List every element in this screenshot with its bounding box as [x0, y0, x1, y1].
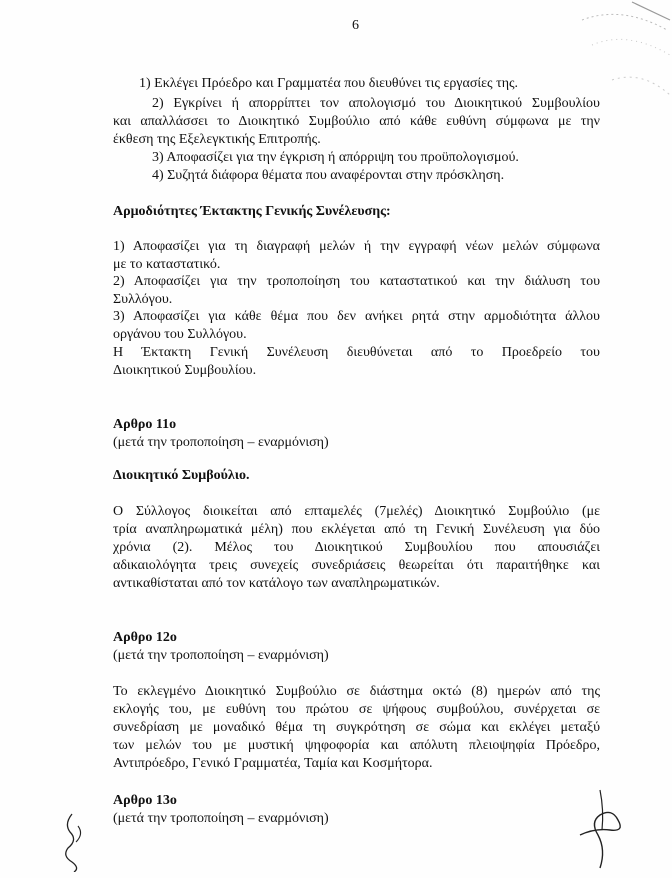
article-12-line-1: Το εκλεγμένο Διοικητικό Συμβούλιο σε διάστημα οκτώ (8) ημερών από της [113, 684, 600, 699]
item-3: 3) Αποφασίζει για την έγκριση ή απόρριψη του προϋπολογισμού. [152, 150, 519, 165]
extra-note-line-2: Διοικητικού Συμβουλίου. [113, 363, 257, 378]
extra-item-2-line-1: 2) Αποφασίζει για την τροποποίηση του καταστατικού και την διάλυση του [113, 274, 600, 289]
item-1: 1) Εκλέγει Πρόεδρο και Γραμματέα που διευθύνει τις εργασίες της. [139, 76, 519, 91]
item-2-line-2: και απαλλάσσει το Διοικητικό Συμβούλιο από κάθε ευθύνη σύμφωνα με την [113, 114, 600, 129]
article-12-line-3: συνεδρίαση με μοναδικό θέμα τη συγκρότηση σε σώμα και εκλέγει μεταξύ [113, 720, 600, 735]
item-2-line-3: έκθεση της Εξελεγκτικής Επιτροπής. [113, 132, 321, 147]
extra-item-3-line-1: 3) Αποφασίζει για κάθε θέμα που δεν ανήκει ρητά στην αρμοδιότητα άλλου [113, 309, 600, 324]
article-11-line-3: χρόνια (2). Μέλος του Διοικητικού Συμβουλίου που απουσιάζει [113, 540, 600, 555]
signature-right [570, 780, 640, 870]
extra-item-3-line-2: οργάνου του Συλλόγου. [113, 327, 247, 342]
article-13-title: Αρθρο 13ο [113, 793, 177, 808]
article-12-line-2: εκλογής του, με ευθύνη του πρώτου σε ψήφους συμβούλου, συνέρχεται σε [113, 702, 600, 717]
article-11-title: Αρθρο 11ο [113, 417, 177, 432]
extra-item-2-line-2: Συλλόγου. [113, 292, 173, 307]
article-12-title: Αρθρο 12ο [113, 630, 177, 645]
article-13-subtitle: (μετά την τροποποίηση – εναρμόνιση) [113, 811, 329, 826]
article-11-subtitle: (μετά την τροποποίηση – εναρμόνιση) [113, 435, 329, 450]
item-4: 4) Συζητά διάφορα θέματα που αναφέρονται στην πρόσκληση. [152, 168, 505, 183]
article-11-line-5: αντικαθίσταται από τον κατάλογο των αναπληρωματικών. [113, 576, 440, 591]
extra-item-1-line-2: με το καταστατικό. [113, 257, 221, 272]
signature-left [58, 812, 88, 872]
article-12-line-5: Αντιπρόεδρο, Γενικό Γραμματέα, Ταμία και Κοσμήτορα. [113, 756, 433, 771]
extra-item-1-line-1: 1) Αποφασίζει για τη διαγραφή μελών ή την εγγραφή νέων μελών σύμφωνα [113, 239, 600, 254]
item-2-line-1: 2) Εγκρίνει ή απορρίπτει τον απολογισμό του Διοικητικού Συμβουλίου [152, 96, 600, 111]
extra-note-line-1: Η Έκτακτη Γενική Συνέλευση διευθύνεται από το Προεδρείο του [113, 345, 600, 360]
article-11-line-1: Ο Σύλλογος διοικείται από επταμελές (7μελές) Διοικητικό Συμβούλιο (με [113, 504, 600, 519]
page-number: 6 [352, 18, 359, 33]
article-12-line-4: των μελών του με μυστική ψηφοφορία και απόλυτη πλειοψηφία Πρόεδρο, [113, 738, 600, 753]
article-11-line-2: τρία αναπληρωματικά μέλη) που εκλέγεται από τη Γενική Συνέλευση για δύο [113, 522, 600, 537]
extraordinary-heading: Αρμοδιότητες Έκτακτης Γενικής Συνέλευσης: [113, 204, 391, 219]
article-12-subtitle: (μετά την τροποποίηση – εναρμόνιση) [113, 648, 329, 663]
article-11-heading: Διοικητικό Συμβούλιο. [113, 468, 250, 483]
stamp-mark [572, 0, 672, 110]
article-11-line-4: αδικαιολόγητα τρεις συνεχείς συνεδριάσεις θεωρείται ότι παραιτήθηκε και [113, 558, 600, 573]
